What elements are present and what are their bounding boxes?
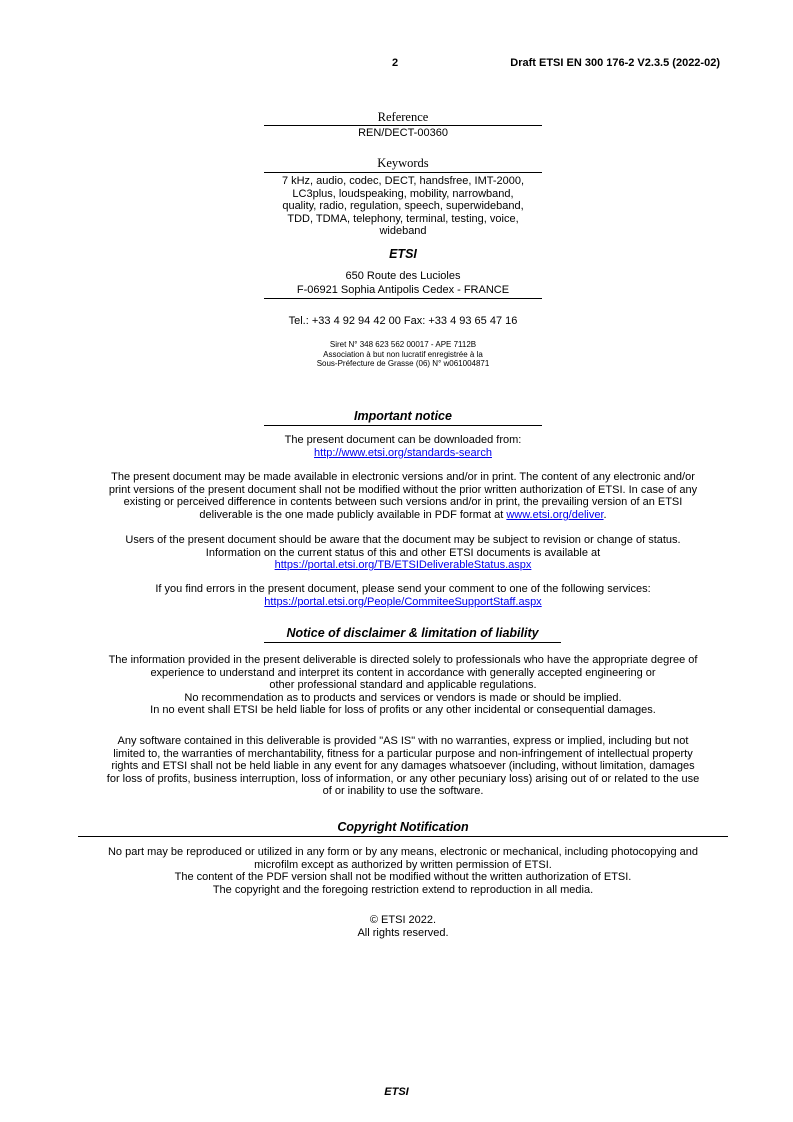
org-legal-line: Siret N° 348 623 562 00017 - APE 7112B	[329, 340, 477, 349]
document-id: Draft ETSI EN 300 176-2 V2.3.5 (2022-02)	[510, 57, 720, 69]
disclaimer-para-2-line: of or inability to use the software.	[322, 785, 484, 798]
copyright-notice-block	[78, 914, 728, 939]
deliverable-status-link[interactable]: https://portal.etsi.org/TB/ETSIDeliverableStatus.aspx	[274, 559, 532, 572]
page-number: 2	[392, 57, 399, 69]
notice-para-1-last-suffix: .	[603, 508, 607, 521]
footer-etsi: ETSI	[384, 1086, 409, 1098]
org-name: ETSI	[389, 247, 417, 261]
disclaimer-para-1-line: experience to understand and interpret its content in accordance with generally accepted engineering or	[150, 666, 656, 679]
standards-search-link[interactable]: http://www.etsi.org/standards-search	[314, 447, 492, 459]
disclaimer-para-2	[78, 735, 728, 798]
committee-support-link[interactable]: https://portal.etsi.org/People/CommiteeSupportStaff.aspx	[264, 595, 542, 608]
disclaimer-para-1-line: No recommendation as to products and services or vendors is made or should be implied.	[184, 691, 622, 704]
etsi-deliver-link[interactable]: www.etsi.org/deliver	[506, 508, 604, 521]
notice-para-2	[78, 534, 728, 572]
disclaimer-para-2-line: rights and ETSI shall not be held liable in any event for any damages whatsoever (including, without limitation, damages	[111, 760, 695, 773]
disclaimer-title: Notice of disclaimer & limitation of liability	[264, 626, 561, 643]
notice-para-1-line: existing or perceived difference in contents between such versions and/or in print, the prevailing version of an ETSI	[123, 496, 683, 509]
keywords-line: quality, radio, regulation, speech, superwideband,	[282, 200, 524, 213]
copyright-line: The copyright and the foregoing restriction extend to reproduction in all media.	[212, 883, 594, 896]
keywords-line: wideband	[379, 225, 427, 238]
notice-para-1-line: The present document may be made available in electronic versions and/or in print. The content of any electronic and/or	[111, 471, 695, 483]
disclaimer-para-1-line: other professional standard and applicable regulations.	[269, 679, 537, 692]
copyright-line: microfilm except as authorized by written permission of ETSI.	[254, 858, 552, 871]
keywords-divider	[264, 172, 542, 173]
keywords-line: TDD, TDMA, telephony, terminal, testing, voice,	[287, 212, 519, 225]
reference-label: Reference	[377, 110, 429, 124]
keywords-label: Keywords	[377, 156, 429, 170]
disclaimer-para-2-line: limited to, the warranties of merchantability, fitness for a particular purpose and non-infringement of intellectual property	[113, 747, 693, 760]
org-legal-line: Association à but non lucratif enregistrée à la	[323, 349, 483, 359]
download-text: The present document can be downloaded from:	[284, 434, 522, 446]
important-notice-title: Important notice	[264, 409, 542, 426]
copyright-title: Copyright Notification	[78, 820, 728, 837]
notice-para-1-line: print versions of the present document shall not be modified without the prior written authorization of ETSI. In case of any	[108, 483, 698, 496]
disclaimer-para-1-line: The information provided in the present deliverable is directed solely to professionals who have the appropriate degree of	[108, 654, 698, 666]
keywords-line: LC3plus, loudspeaking, mobility, narrowband,	[292, 187, 514, 200]
copyright-line: No part may be reproduced or utilized in any form or by any means, electronic or mechanical, including photocopying and	[107, 846, 699, 858]
copyright-notice: © ETSI 2022.	[369, 914, 437, 926]
reference-value: REN/DECT-00360	[358, 127, 448, 139]
org-address-line1: 650 Route des Lucioles	[345, 270, 461, 282]
disclaimer-para-1	[78, 654, 728, 717]
notice-para-3	[78, 583, 728, 608]
org-legal	[264, 340, 542, 369]
disclaimer-para-1-line: In no event shall ETSI be held liable for loss of profits or any other incidental or consequential damages.	[150, 704, 656, 717]
keywords-list	[264, 175, 542, 238]
org-legal-line: Sous-Préfecture de Grasse (06) N° w061004871	[316, 359, 490, 369]
rights-reserved: All rights reserved.	[357, 926, 449, 939]
notice-para-1	[78, 471, 728, 521]
disclaimer-para-2-line: for loss of profits, business interruption, loss of information, or any other pecuniary loss) arising out of or related to the use	[106, 772, 700, 785]
notice-para-2-line: Information on the current status of this and other ETSI documents is available at	[205, 546, 601, 559]
org-tel-fax: Tel.: +33 4 92 94 42 00 Fax: +33 4 93 65 47 16	[288, 315, 518, 327]
notice-para-3-text: If you find errors in the present document, please send your comment to one of the following services:	[155, 583, 651, 595]
keywords-line: 7 kHz, audio, codec, DECT, handsfree, IMT-2000,	[281, 175, 525, 187]
disclaimer-para-2-line: Any software contained in this deliverable is provided "AS IS" with no warranties, express or implied, including but not	[117, 735, 689, 747]
copyright-text	[78, 846, 728, 896]
copyright-line: The content of the PDF version shall not be modified without the written authorization of ETSI.	[174, 871, 632, 884]
org-address-line2: F-06921 Sophia Antipolis Cedex - FRANCE	[264, 284, 542, 299]
notice-para-2-line: Users of the present document should be aware that the document may be subject to revision or change of status.	[125, 534, 681, 546]
notice-para-1-last-prefix: deliverable is the one made publicly available in PDF format at	[199, 508, 507, 521]
reference-divider	[264, 125, 542, 126]
